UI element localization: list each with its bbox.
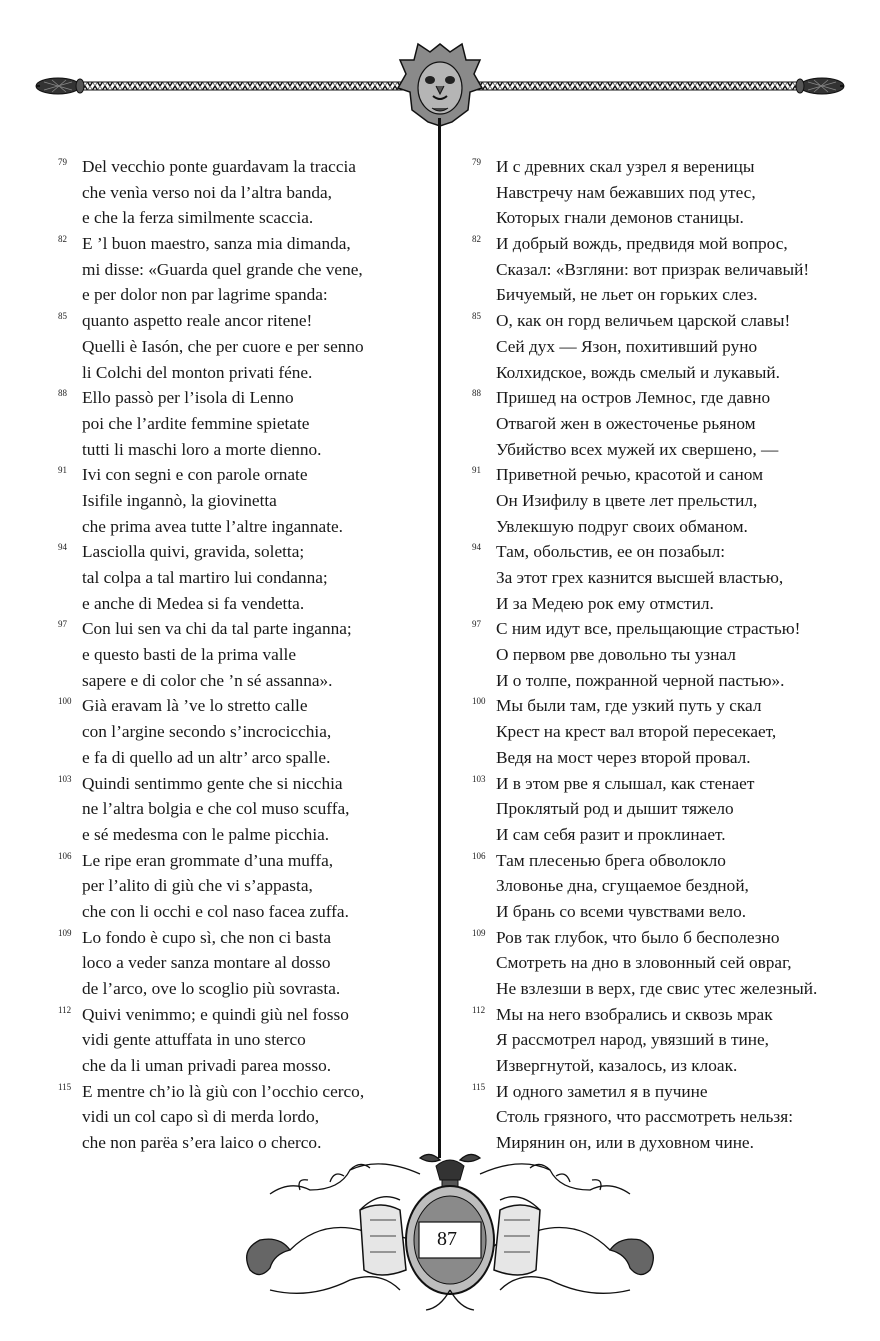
verse-line: Isifile ingannò, la giovinetta — [82, 490, 277, 510]
tercet — [58, 848, 428, 925]
tercet — [472, 231, 852, 308]
line-number: 91 — [472, 465, 481, 476]
verse-line: Del vecchio ponte guardavam la traccia — [82, 157, 356, 176]
line-number: 103 — [58, 773, 72, 784]
verse-line: Которых гнали демонов станицы. — [496, 208, 744, 228]
verse-line: mi disse: «Guarda quel grande che vene, — [82, 259, 363, 279]
tercet — [472, 693, 852, 770]
tercet — [58, 539, 428, 616]
verse-line: che prima avea tutte l’altre ingannate. — [82, 516, 344, 536]
verse-line: Мы были там, где узкий путь у скал — [496, 696, 762, 716]
tercet — [58, 693, 428, 770]
scroll-frame-left-icon — [360, 1205, 406, 1275]
tercet — [472, 616, 852, 693]
tercet — [472, 925, 852, 1002]
line-number: 88 — [58, 388, 67, 399]
line-number: 100 — [58, 696, 72, 707]
verse-line: Lasciolla quivi, gravida, soletta; — [82, 542, 305, 562]
verse-line: За этот грех казнится высшей властью, — [496, 568, 784, 587]
verse-line: loco a veder sanza montare al dosso — [82, 953, 331, 973]
lion-mask-icon — [398, 44, 482, 126]
urn-icon — [436, 1160, 464, 1188]
verse-line: Мы на него взобрались и сквозь мрак — [496, 1004, 773, 1024]
verse-line: che da li uman privadi parea mosso. — [82, 1056, 332, 1076]
verse-line: con l’argine secondo s’incrocicchia, — [82, 722, 332, 742]
line-number: 88 — [472, 388, 481, 399]
verse-line: И брань со всеми чувствами вело. — [496, 901, 747, 921]
tercet — [58, 308, 428, 385]
tercet — [472, 1002, 852, 1079]
verse-line: poi che l’ardite femmine spietate — [82, 413, 310, 433]
verse-line: Столь грязного, что рассмотреть нельзя: — [496, 1107, 793, 1127]
tercet — [472, 308, 852, 385]
verse-line: Ivi con segni e con parole ornate — [82, 465, 308, 485]
column-divider — [438, 118, 441, 1158]
verse-line: Ello passò per l’isola di Lenno — [82, 388, 294, 408]
verse-line: e sé medesma con le palme picchia. — [82, 824, 330, 844]
line-number: 115 — [58, 1081, 72, 1092]
line-number: 85 — [58, 311, 67, 322]
line-number: 103 — [472, 773, 486, 784]
line-number: 112 — [58, 1004, 72, 1015]
verse-line: per l’alito di giù che vi s’appasta, — [82, 876, 313, 896]
verse-line: vidi gente attuffata in uno sterco — [82, 1030, 306, 1050]
line-number: 94 — [472, 542, 481, 553]
verse-line: И о толпе, пожранной черной пастью». — [496, 670, 785, 690]
verse-line: Quelli è Iasón, che per cuore e per senno — [82, 336, 364, 356]
tercet — [58, 231, 428, 308]
verse-line: tal colpa a tal martiro lui condanna; — [82, 568, 328, 587]
verse-line: И в этом рве я слышал, как стенает — [496, 773, 755, 793]
verse-line: Там плесенью брега обволокло — [496, 850, 726, 870]
line-number: 85 — [472, 311, 481, 322]
tercet — [472, 154, 852, 231]
tercet — [58, 771, 428, 848]
verse-line: Con lui sen va chi da tal parte inganna; — [82, 619, 352, 639]
verse-line: li Colchi del monton privati féne. — [82, 362, 313, 382]
line-number: 109 — [58, 927, 72, 938]
verse-line: О, как он горд величьем царской славы! — [496, 311, 791, 331]
verse-line: E mentre ch’io là giù con l’occhio cerco, — [82, 1081, 365, 1101]
verse-line: de l’arco, ove lo scoglio più sovrasta. — [82, 979, 341, 998]
verse-line: Отвагой жен в ожесточенье рьяном — [496, 413, 756, 433]
verse-line: Навстречу нам бежавших под утес, — [496, 182, 756, 202]
verse-line: e che la ferza similmente scaccia. — [82, 208, 314, 228]
verse-line: Зловонье дна, сгущаемое бездной, — [496, 876, 749, 896]
verse-line: e per dolor non par lagrime spanda: — [82, 285, 328, 305]
verse-line: Пришед на остров Лемнос, где давно — [496, 388, 771, 408]
verse-line: Бичуемый, не льет он горьких слез. — [496, 285, 758, 305]
verse-line: Сей дух — Язон, похитивший руно — [496, 336, 758, 356]
verse-line: Крест на крест вал второй пересекает, — [496, 722, 777, 742]
line-number: 82 — [472, 234, 481, 245]
tercet — [58, 1079, 428, 1156]
scroll-frame-right-icon — [494, 1205, 540, 1275]
line-number: 109 — [472, 927, 486, 938]
verse-line: che non parëa s’era laico o cherco. — [82, 1133, 322, 1153]
verse-line: Quivi venimmo; e quindi giù nel fosso — [82, 1004, 349, 1024]
verse-line: Колхидское, вождь смелый и лукавый. — [496, 362, 780, 382]
verse-line: С ним идут все, прельщающие страстью! — [496, 619, 801, 639]
tercet — [472, 385, 852, 462]
line-number: 106 — [58, 850, 72, 861]
verse-line: quanto aspetto reale ancor ritene! — [82, 311, 313, 331]
italian-column — [58, 154, 428, 1156]
verse-line: Он Изифилу в цвете лет прельстил, — [496, 490, 758, 510]
line-number: 91 — [58, 465, 67, 476]
verse-line: Увлекшую подруг своих обманом. — [496, 516, 748, 536]
line-number: 100 — [472, 696, 486, 707]
verse-line: E ’l buon maestro, sanza mia dimanda, — [82, 234, 351, 254]
left-finial-icon — [36, 78, 84, 94]
verse-line: ne l’altra bolgia e che col muso scuffa, — [82, 799, 350, 819]
line-number: 115 — [472, 1081, 486, 1092]
verse-line: e anche di Medea si fa vendetta. — [82, 593, 305, 613]
verse-line: Там, обольстив, ее он позабыл: — [496, 542, 726, 562]
verse-line: e fa di quello ad un altr’ arco spalle. — [82, 747, 331, 767]
verse-line: Я рассмотрел народ, увязший в тине, — [496, 1030, 769, 1050]
tercet — [58, 925, 428, 1002]
verse-line: Убийство всех мужей их свершено, — — [496, 439, 779, 459]
verse-line: Мирянин он, или в духовном чине. — [496, 1133, 754, 1153]
tercet — [472, 539, 852, 616]
verse-line: Не взлезши в верх, где свис утес железный. — [496, 979, 818, 998]
line-number: 94 — [58, 542, 67, 553]
verse-line: И одного заметил я в пучине — [496, 1081, 708, 1101]
line-number: 112 — [472, 1004, 486, 1015]
verse-line: И с древних скал узрел я вереницы — [496, 157, 755, 176]
verse-line: Ров так глубок, что было б бесполезно — [496, 927, 780, 947]
verse-line: che con li occhi e col naso facea zuffa. — [82, 901, 349, 921]
verse-line: И сам себя разит и проклинает. — [496, 824, 726, 844]
tercet — [472, 462, 852, 539]
tercet — [58, 462, 428, 539]
line-number: 106 — [472, 850, 486, 861]
verse-line: Le ripe eran grommate d’una muffa, — [82, 850, 334, 870]
tercet — [58, 616, 428, 693]
verse-line: Приветной речью, красотой и саном — [496, 465, 764, 485]
line-number: 82 — [58, 234, 67, 245]
verse-line: sapere e di color che ’n sé assanna». — [82, 670, 333, 690]
verse-line: Проклятый род и дышит тяжело — [496, 799, 734, 819]
verse-line: О первом рве довольно ты узнал — [496, 645, 736, 665]
tercet — [58, 385, 428, 462]
tercet — [58, 154, 428, 231]
line-number: 97 — [472, 619, 481, 630]
tercet — [58, 1002, 428, 1079]
verse-line: che venìa verso noi da l’altra banda, — [82, 182, 332, 202]
right-finial-icon — [796, 78, 844, 94]
russian-column — [472, 154, 852, 1156]
verse-line: Quindi sentimmo gente che si nicchia — [82, 773, 343, 793]
verse-line: tutti li maschi loro a morte dienno. — [82, 439, 322, 459]
verse-line: vidi un col capo sì di merda lordo, — [82, 1107, 320, 1127]
verse-line: Già eravam là ’ve lo stretto calle — [82, 696, 308, 716]
line-number: 97 — [58, 619, 67, 630]
verse-line: И добрый вождь, предвидя мой вопрос, — [496, 234, 788, 254]
page-number: 87 — [437, 1228, 457, 1250]
verse-line: Сказал: «Взгляни: вот призрак величавый! — [496, 259, 810, 279]
verse-line: Lo fondo è cupo sì, che non ci basta — [82, 927, 332, 947]
verse-line: Ведя на мост через второй провал. — [496, 747, 751, 767]
line-number: 79 — [58, 157, 67, 167]
verse-line: Смотреть на дно в зловонный сей овраг, — [496, 953, 792, 973]
tercet — [472, 848, 852, 925]
line-number: 79 — [472, 157, 481, 167]
tercet — [472, 1079, 852, 1156]
verse-line: e questo basti de la prima valle — [82, 645, 297, 665]
tercet — [472, 771, 852, 848]
verse-line: Извергнутой, казалось, из клоак. — [496, 1056, 738, 1076]
verse-line: И за Медею рок ему отмстил. — [496, 593, 714, 613]
